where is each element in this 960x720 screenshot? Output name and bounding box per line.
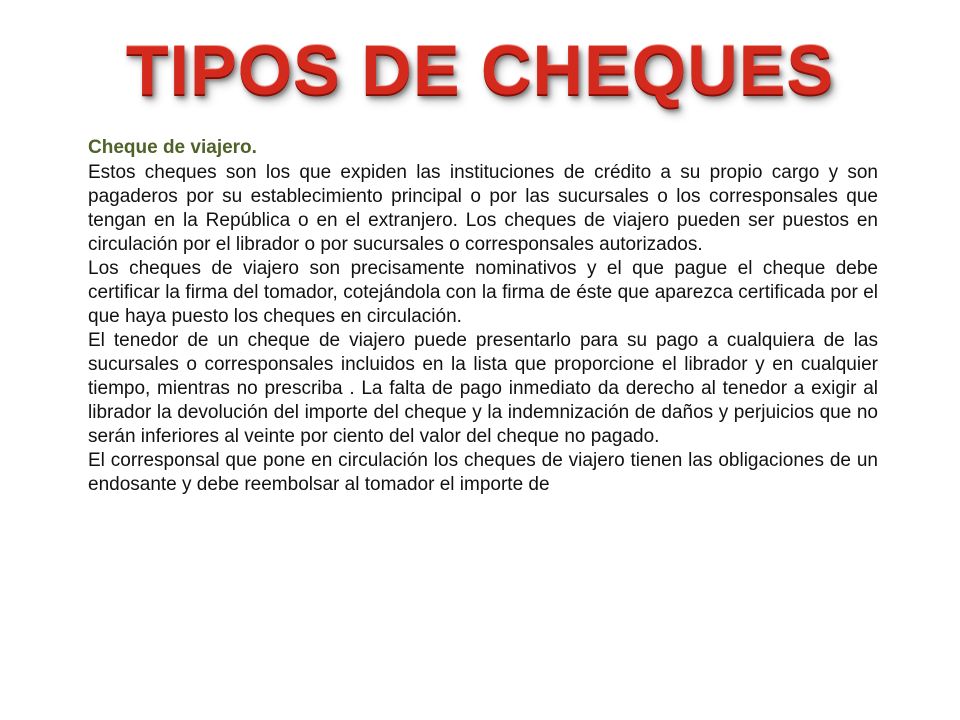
slide-title: TIPOS DE CHEQUES [125, 31, 835, 109]
paragraph-2: Los cheques de viajero son precisamente nominativos y el que pague el cheque debe certificar la firma del tomador, cotejándola con la firma de éste que aparezca certificada por el que haya puesto los cheques en circulación. [88, 258, 878, 327]
slide-content [88, 136, 878, 497]
paragraph-4: El corresponsal que pone en circulación los cheques de viajero tienen las obligaciones de un endosante y debe reembolsar al tomador el importe de [88, 450, 878, 495]
section-heading: Cheque de viajero. [88, 137, 257, 158]
paragraph-1: Estos cheques son los que expiden las instituciones de crédito a su propio cargo y son pagaderos por su establecimiento principal o por las sucursales o los corresponsales que tengan en la República o en el extranjero. Los cheques de viajero pueden ser puestos en circulación por el librador o por sucursales o corresponsales autorizados. [88, 162, 878, 255]
paragraph-3: El tenedor de un cheque de viajero puede presentarlo para su pago a cualquiera de las sucursales o corresponsales incluidos en la lista que proporcione el librador y en cualquier tiempo, mientras no prescriba . La falta de pago inmediato da derecho al tenedor a exigir al librador la devolución del importe del cheque y la indemnización de daños y perjuicios que no serán inferiores al veinte por ciento del valor del cheque no pagado. [88, 330, 878, 447]
